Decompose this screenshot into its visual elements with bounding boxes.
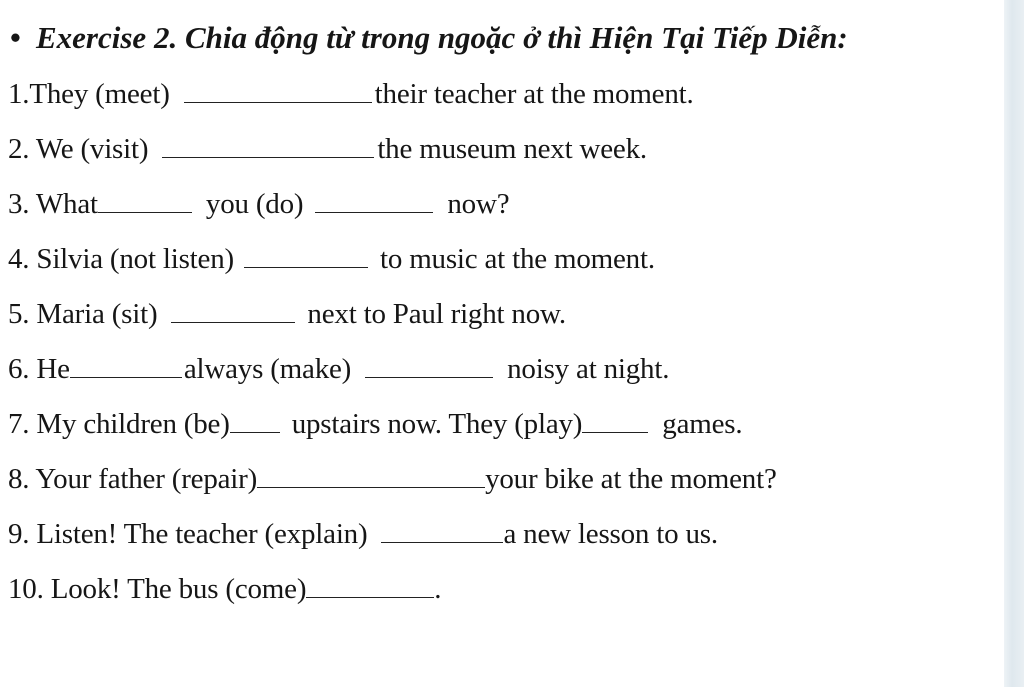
item-text: to music at the moment. — [379, 243, 655, 275]
item-text: upstairs now. They (play) — [291, 408, 583, 440]
item-text: 2. We (visit) — [8, 133, 149, 165]
item-text: games. — [662, 408, 743, 440]
exercise-item-1 — [8, 78, 694, 111]
item-text: 7. My children (be) — [8, 408, 230, 440]
answer-blank — [315, 190, 433, 213]
exercise-heading — [10, 20, 848, 56]
answer-blank — [365, 355, 493, 378]
item-text: you (do) — [205, 188, 304, 220]
heading-text: Exercise 2. Chia động từ trong ngoặc ở thì Hiện Tại Tiếp Diễn: — [36, 20, 848, 55]
item-text: 4. Silvia (not listen) — [8, 243, 234, 275]
answer-blank — [257, 465, 485, 488]
item-text: 9. Listen! The teacher (explain) — [8, 518, 368, 550]
answer-blank — [230, 410, 280, 433]
exercise-item-10 — [8, 573, 441, 606]
answer-blank — [306, 575, 434, 598]
item-text: 10. Look! The bus (come) — [8, 573, 307, 605]
exercise-item-6 — [8, 353, 669, 386]
answer-blank — [98, 190, 192, 213]
item-text: their teacher at the moment. — [374, 78, 694, 110]
item-text: now? — [447, 188, 510, 220]
exercise-item-3 — [8, 188, 509, 221]
item-text: 3. What — [8, 188, 98, 220]
answer-blank — [582, 410, 648, 433]
item-text: the museum next week. — [377, 133, 647, 165]
answer-blank — [70, 355, 182, 378]
answer-blank — [381, 520, 503, 543]
bullet-icon: • — [10, 20, 21, 55]
exercise-item-9 — [8, 518, 718, 551]
item-text: . — [434, 573, 442, 605]
item-text: 5. Maria (sit) — [8, 298, 158, 330]
answer-blank — [162, 135, 374, 158]
item-text: your bike at the moment? — [485, 463, 777, 495]
exercise-item-8 — [8, 463, 777, 496]
item-text: a new lesson to us. — [503, 518, 718, 550]
item-text: always (make) — [183, 353, 352, 385]
exercise-item-4 — [8, 243, 655, 276]
item-text: 6. He — [8, 353, 70, 385]
item-text: 1.They (meet) — [8, 78, 170, 110]
item-text: 8. Your father (repair) — [8, 463, 258, 495]
answer-blank — [244, 245, 368, 268]
exercise-item-7 — [8, 408, 742, 441]
item-text: noisy at night. — [507, 353, 670, 385]
exercise-item-5 — [8, 298, 566, 331]
answer-blank — [171, 300, 295, 323]
window-edge — [1004, 0, 1024, 687]
exercise-item-2 — [8, 133, 647, 166]
item-text: next to Paul right now. — [307, 298, 566, 330]
answer-blank — [184, 80, 372, 103]
